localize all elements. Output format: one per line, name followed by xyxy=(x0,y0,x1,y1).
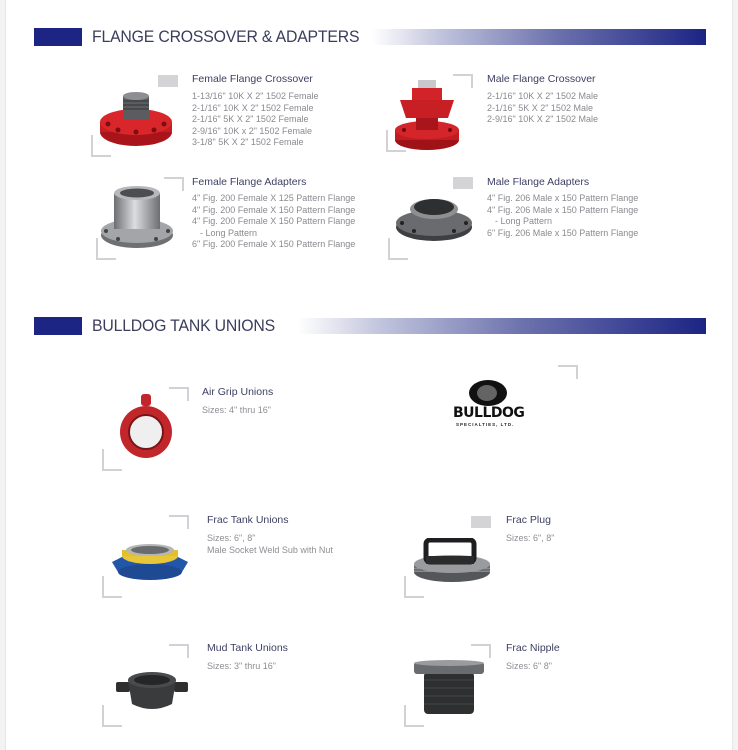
spec-line: 6" Fig. 206 Male x 150 Pattern Flange xyxy=(487,227,639,238)
spec-line: Sizes: 6", 8" xyxy=(207,533,256,543)
product-sizes xyxy=(207,532,333,556)
air-grip-union-image xyxy=(118,394,178,462)
spec-line: Sizes: 3" thru 16" xyxy=(207,661,276,671)
product-title: Air Grip Unions xyxy=(202,386,274,398)
logo-subtitle: SPECIALTIES, LTD. xyxy=(456,422,515,427)
product-sizes xyxy=(506,660,552,672)
logo-wordmark: BULLDOG xyxy=(453,405,525,421)
spec-line: 2-9/16" 10K X 2" 1502 Male xyxy=(487,114,598,125)
product-specs xyxy=(487,193,638,239)
frac-plug-image xyxy=(412,538,492,584)
spec-line: 2-9/16" 10K x 2" 1502 Female xyxy=(192,125,312,136)
product-sizes xyxy=(207,660,276,672)
section-title: FLANGE CROSSOVER & ADAPTERS xyxy=(92,27,360,46)
product-title: Male Flange Crossover xyxy=(487,73,596,85)
product-title: Frac Nipple xyxy=(506,642,560,654)
corner-tab xyxy=(453,177,473,189)
spec-line: - Long Pattern xyxy=(200,227,258,238)
spec-line: 4" Fig. 206 Male x 150 Pattern Flange xyxy=(487,193,639,203)
corner-tab xyxy=(158,75,178,87)
female-flange-crossover-image xyxy=(96,88,176,150)
spec-line: Sizes: 4" thru 16" xyxy=(202,405,271,415)
male-flange-adapter-image xyxy=(394,193,474,245)
spec-line: 4" Fig. 206 Male x 150 Pattern Flange xyxy=(487,204,639,215)
female-flange-adapter-image xyxy=(98,183,176,253)
spec-line: 4" Fig. 200 Female X 125 Pattern Flange xyxy=(192,193,356,203)
product-title: Male Flange Adapters xyxy=(487,176,590,188)
section-header-bulldog xyxy=(34,317,706,335)
spec-line: 4" Fig. 200 Female X 150 Pattern Flange xyxy=(192,216,356,227)
spec-line: Sizes: 6" 8" xyxy=(506,661,552,671)
section-marker-block xyxy=(34,317,82,335)
spec-line: - Long Pattern xyxy=(495,216,553,227)
corner-bracket xyxy=(169,515,189,529)
frac-tank-union-image xyxy=(110,538,190,582)
product-sizes xyxy=(202,404,271,416)
section-header-flange xyxy=(34,28,706,46)
product-title: Female Flange Crossover xyxy=(192,73,313,85)
corner-bracket xyxy=(471,644,491,658)
spec-line: 2-1/16" 5K X 2" 1502 Male xyxy=(487,102,593,113)
product-title: Mud Tank Unions xyxy=(207,642,288,654)
corner-bracket xyxy=(169,644,189,658)
bulldog-emblem-icon xyxy=(469,380,507,406)
spec-line: 1-13/16" 10K X 2" 1502 Female xyxy=(192,91,319,101)
spec-line: 6" Fig. 200 Female X 150 Pattern Flange xyxy=(192,239,356,250)
spec-line: Male Socket Weld Sub with Nut xyxy=(207,545,333,555)
corner-tab xyxy=(471,516,491,528)
bulldog-logo xyxy=(447,378,527,434)
product-specs xyxy=(192,193,355,251)
product-sizes xyxy=(506,532,554,544)
catalog-page xyxy=(5,0,733,750)
spec-line: 2-1/16" 5K X 2" 1502 Female xyxy=(192,114,309,125)
product-title: Frac Plug xyxy=(506,514,551,526)
section-gradient-bar xyxy=(298,318,706,334)
corner-bracket xyxy=(558,365,578,379)
section-title: BULLDOG TANK UNIONS xyxy=(92,316,276,335)
product-title: Female Flange Adapters xyxy=(192,176,307,188)
male-flange-crossover-image xyxy=(392,78,462,154)
spec-line: 3-1/8" 5K X 2" 1502 Female xyxy=(192,137,304,148)
spec-line: Sizes: 6", 8" xyxy=(506,533,555,543)
product-specs xyxy=(487,91,598,126)
product-specs xyxy=(192,91,318,149)
spec-line: 4" Fig. 200 Female X 150 Pattern Flange xyxy=(192,204,356,215)
frac-nipple-image xyxy=(412,660,486,718)
spec-line: 2-1/16" 10K X 2" 1502 Male xyxy=(487,91,598,101)
spec-line: 2-1/16" 10K X 2" 1502 Female xyxy=(192,102,314,113)
product-title: Frac Tank Unions xyxy=(207,514,289,526)
section-gradient-bar xyxy=(372,29,706,45)
mud-tank-union-image xyxy=(114,668,190,714)
section-marker-block xyxy=(34,28,82,46)
